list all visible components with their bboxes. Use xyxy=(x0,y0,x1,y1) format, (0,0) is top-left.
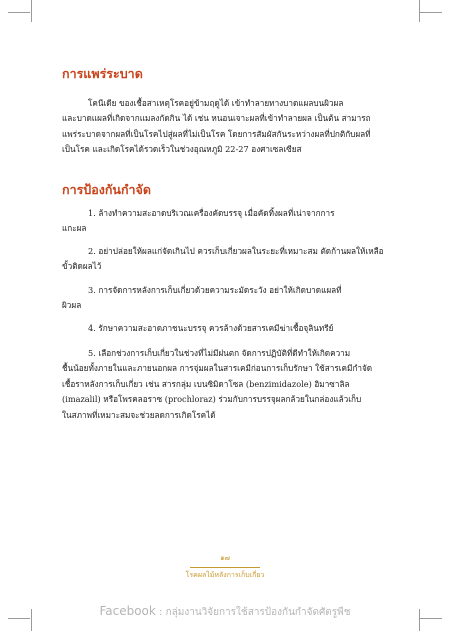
crop-mark xyxy=(420,12,442,13)
text-line: เป็นโรค และเกิดโรคได้รวดเร็วในช่วงอุณหภูมิ 22-27 องศาเซลเซียส xyxy=(62,144,302,155)
text-line: ในสภาพที่เหมาะสมจะช่วยลดการเกิดโรคได้ xyxy=(62,409,216,420)
text-line: แพร่ระบาดจากผลที่เป็นโรคไปสู่ผลที่ไม่เป็นโรค โดยการสัมผัสกันระหว่างผลที่ปกติกับผลที่ xyxy=(62,128,371,139)
text-line: เชื้อราหลังการเก็บเกี่ยว เช่น สารกลุ่ม เบนซิมิดาโซล (benzimidazole) อิมาซาลิล xyxy=(62,378,350,389)
text-line: ผิวผล xyxy=(62,300,82,311)
text-line: 5. เลือกช่วงการเก็บเกี่ยวในช่วงที่ไม่มีฝนตก จัดการปฏิบัติที่ดีทำให้เกิดความ xyxy=(88,348,351,358)
text-line: ขั้วติดผลไว้ xyxy=(62,261,102,272)
crop-mark xyxy=(31,0,32,22)
list-item xyxy=(62,244,392,275)
footer-divider xyxy=(190,567,260,568)
book-title: โรคผลไม้หลังการเก็บเกี่ยว xyxy=(185,571,265,579)
watermark xyxy=(0,604,450,620)
list-item xyxy=(62,283,392,314)
section-heading-control: การป้องกันกำจัด xyxy=(62,182,151,197)
list-item xyxy=(62,206,392,237)
text-line: และบาดแผลที่เกิดจากแมลงกัดกิน ได้ เช่น หนอนเจาะผลที่เข้าทำลายผล เป็นต้น สามารถ xyxy=(62,113,371,124)
text-line: 1. ล้างทำความสะอาดบริเวณเครื่องคัดบรรจุ เมื่อคัดทิ้งผลที่เน่าจากการ xyxy=(88,208,335,218)
text-line: แกะผล xyxy=(62,223,87,234)
watermark-text: : กลุ่มงานวิจัยการใช้สารป้องกันกำจัดศัตรูพืช xyxy=(159,607,351,618)
crop-mark xyxy=(419,0,420,22)
list-item xyxy=(62,346,392,423)
page-number: ๑๗ xyxy=(220,554,230,562)
text-line: (imazalil) หรือโพรคลอราซ (prochloraz) ร่วมกับการบรรจุผลกล้วยในกล่องแล้วเก็บ xyxy=(62,394,362,405)
text-line: 2. อย่าปล่อยให้ผลแก่จัดเกินไป ควรเก็บเกี่ยวผลในระยะที่เหมาะสม ตัดก้านผลให้เหลือ xyxy=(88,246,384,256)
section-heading-spread: การแพร่ระบาด xyxy=(62,66,143,81)
text-line: 3. การจัดการหลังการเก็บเกี่ยวด้วยความระมัดระวัง อย่าให้เกิดบาดแผลที่ xyxy=(88,285,342,295)
crop-mark xyxy=(8,12,30,13)
text-line: ชื้นน้อยทั้งภายในและภายนอกผล การจุ่มผลในสารเคมีก่อนการเก็บรักษา ใช้สารเคมีกำจัด xyxy=(62,363,373,374)
paragraph-spread xyxy=(62,96,392,158)
page-footer xyxy=(0,553,450,581)
watermark-brand: Facebook xyxy=(99,604,156,618)
text-line: 4. รักษาความสะอาดภาชนะบรรจุ ควรล้างด้วยสารเคมีฆ่าเชื้อจุลินทรีย์ xyxy=(88,323,334,333)
text-line: โคนีเดีย ของเชื้อสาเหตุโรคอยู่ข้ามฤดูได้ เข้าทำลายทางบาดแผลบนผิวผล xyxy=(88,98,344,108)
list-item xyxy=(62,321,392,336)
